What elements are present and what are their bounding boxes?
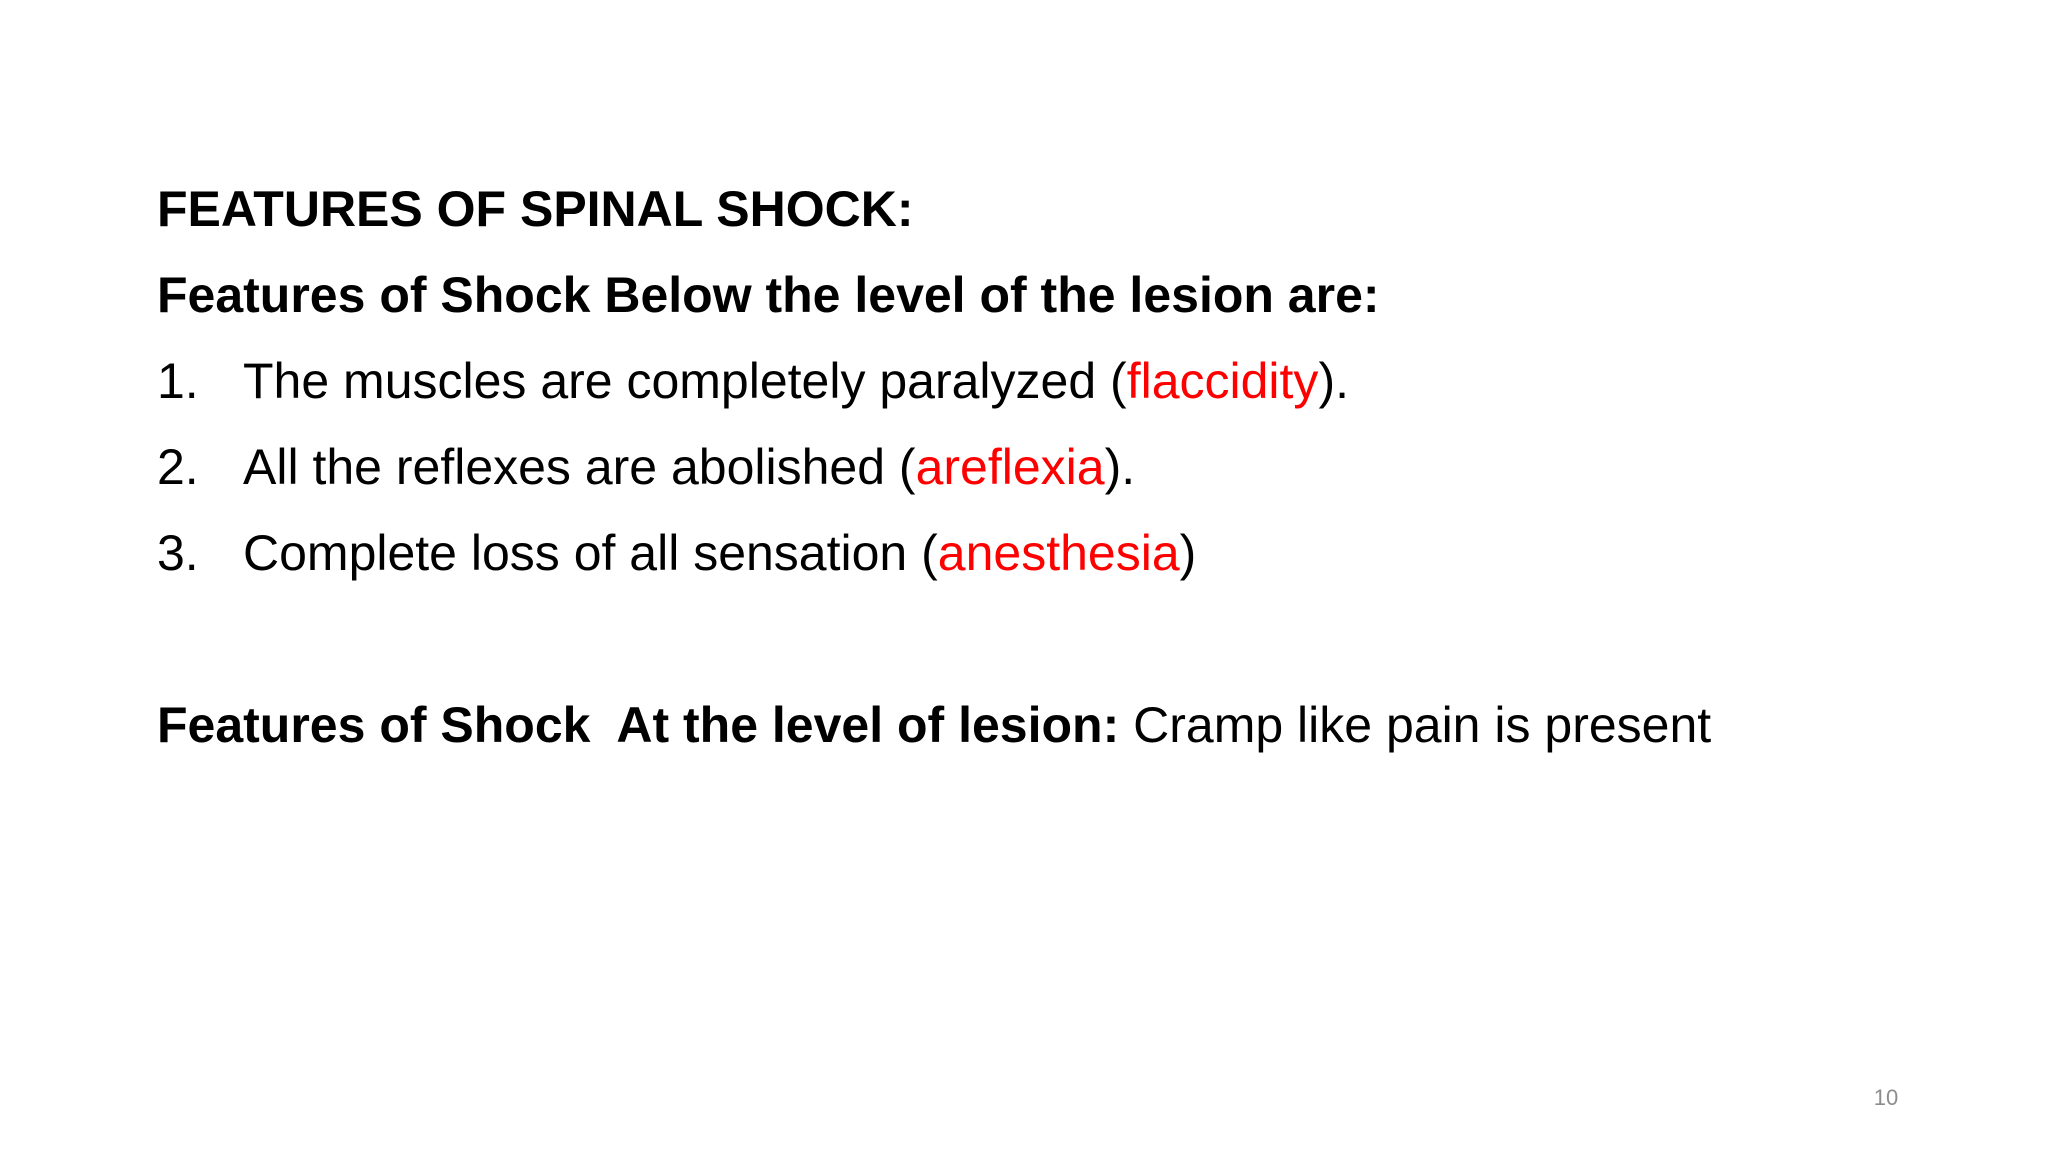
slide-subheading: Features of Shock Below the level of the lesion are: [157,267,1380,323]
paragraph-spacer [157,596,1957,682]
list-item-text [243,510,1196,596]
list-item-flaccidity [157,338,1957,424]
list-item-text-after: ). [1318,353,1349,409]
page-number: 10 [1873,1085,1899,1110]
list-item-text-after: ) [1179,525,1197,581]
highlight-term: anesthesia [937,525,1180,581]
lesion-level-label: Features of Shock At the level of lesion: [157,697,1120,753]
list-item-text [243,424,1135,510]
list-item-areflexia [157,424,1957,510]
lesion-level-text: Cramp like pain is present [1119,697,1712,753]
list-item-text [243,338,1349,424]
lesion-level-line [157,682,1957,768]
highlight-term: areflexia [915,439,1105,495]
list-item-text-before: All the reflexes are abolished ( [243,439,916,495]
slide-heading: FEATURES OF SPINAL SHOCK: [157,181,914,237]
slide-content [157,166,1957,768]
list-item-number: 1. [157,353,199,409]
list-item-text-before: The muscles are completely paralyzed ( [243,353,1127,409]
highlight-term: flaccidity [1126,353,1319,409]
list-item-anesthesia [157,510,1957,596]
list-item-number: 3. [157,525,199,581]
list-item-text-after: ). [1104,439,1136,495]
list-item-text-before: Complete loss of all sensation ( [243,525,938,581]
list-item-number: 2. [157,439,199,495]
